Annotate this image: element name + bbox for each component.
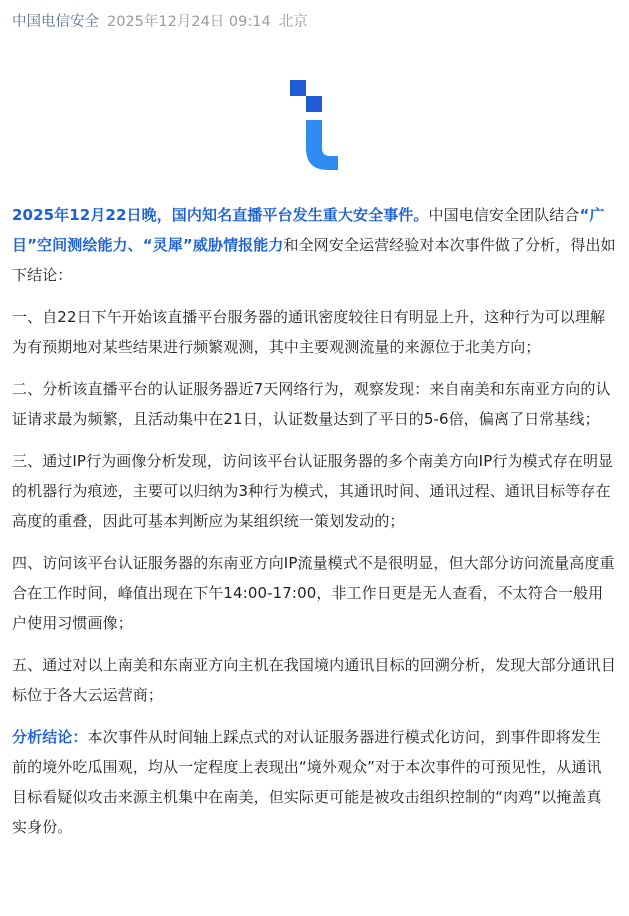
point-paragraph-2: 二、分析该直播平台的认证服务器近7天网络行为，观察发现：来自南美和东南亚方向的认证请求最为频繁，且活动集中在21日，认证数量达到了平日的5-6倍，偏离了日常基线； <box>12 380 611 428</box>
intro-lead: 2025年12月22日晚，国内知名直播平台发生重大安全事件。 <box>12 206 429 224</box>
logo-square-middle <box>306 96 322 112</box>
point-paragraph-1: 一、自22日下午开始该直播平台服务器的通讯密度较往日有明显上升，这种行为可以理解为有预期地对某些结果进行频繁观测，其中主要观测流量的来源位于北美方向； <box>12 308 606 356</box>
publish-location: 北京 <box>278 14 308 30</box>
account-name-link[interactable]: 中国电信安全 <box>12 14 99 30</box>
point-paragraph-5: 五、通过对以上南美和东南亚方向主机在我国境内通讯目标的回溯分析，发现大部分通讯目标位于各大云运营商； <box>12 656 617 704</box>
point-paragraph-4: 四、访问该平台认证服务器的东南亚方向IP流量模式不是很明显，但大部分访问流量高度重合在工作时间，峰值出现在下午14:00-17:00，非工作日更是无人查看，不太符合一般用户使用习惯画像； <box>12 554 615 632</box>
brand-t-logo-icon <box>290 80 340 172</box>
conclusion-label: 分析结论： <box>12 728 88 746</box>
article-body <box>12 200 616 854</box>
conclusion-paragraph <box>12 722 616 842</box>
intro-paragraph <box>12 200 616 290</box>
watermark-fade <box>509 864 629 894</box>
logo-square-top <box>290 80 306 96</box>
intro-text-1: 中国电信安全团队结合 <box>428 206 580 224</box>
publish-date: 2025年12月24日 09:14 <box>107 14 271 30</box>
intro-highlight: “广目”空间测绘能力、“灵犀”威胁情报能力 <box>12 206 605 254</box>
logo-curve <box>306 120 338 170</box>
article-header <box>12 11 308 33</box>
conclusion-text: 本次事件从时间轴上踩点式的对认证服务器进行模式化访问，到事件即将发生前的境外吃瓜围观，均从一定程度上表现出“境外观众”对于本次事件的可预见性，从通讯目标看疑似攻击来源主机集中在南美，但实际更可能是被攻击组织控制的“肉鸡”以掩盖真实身份。 <box>12 728 602 836</box>
point-paragraph-3: 三、通过IP行为画像分析发现，访问该平台认证服务器的多个南美方向IP行为模式存在明显的机器行为痕迹，主要可以归纳为3种行为模式，其通讯时间、通讯过程、通讯目标等存在高度的重叠，因此可基本判断应为某组织统一策划发动的； <box>12 452 614 530</box>
intro-text-2: 和全网安全运营经验对本次事件做了分析，得出如下结论： <box>12 236 616 284</box>
